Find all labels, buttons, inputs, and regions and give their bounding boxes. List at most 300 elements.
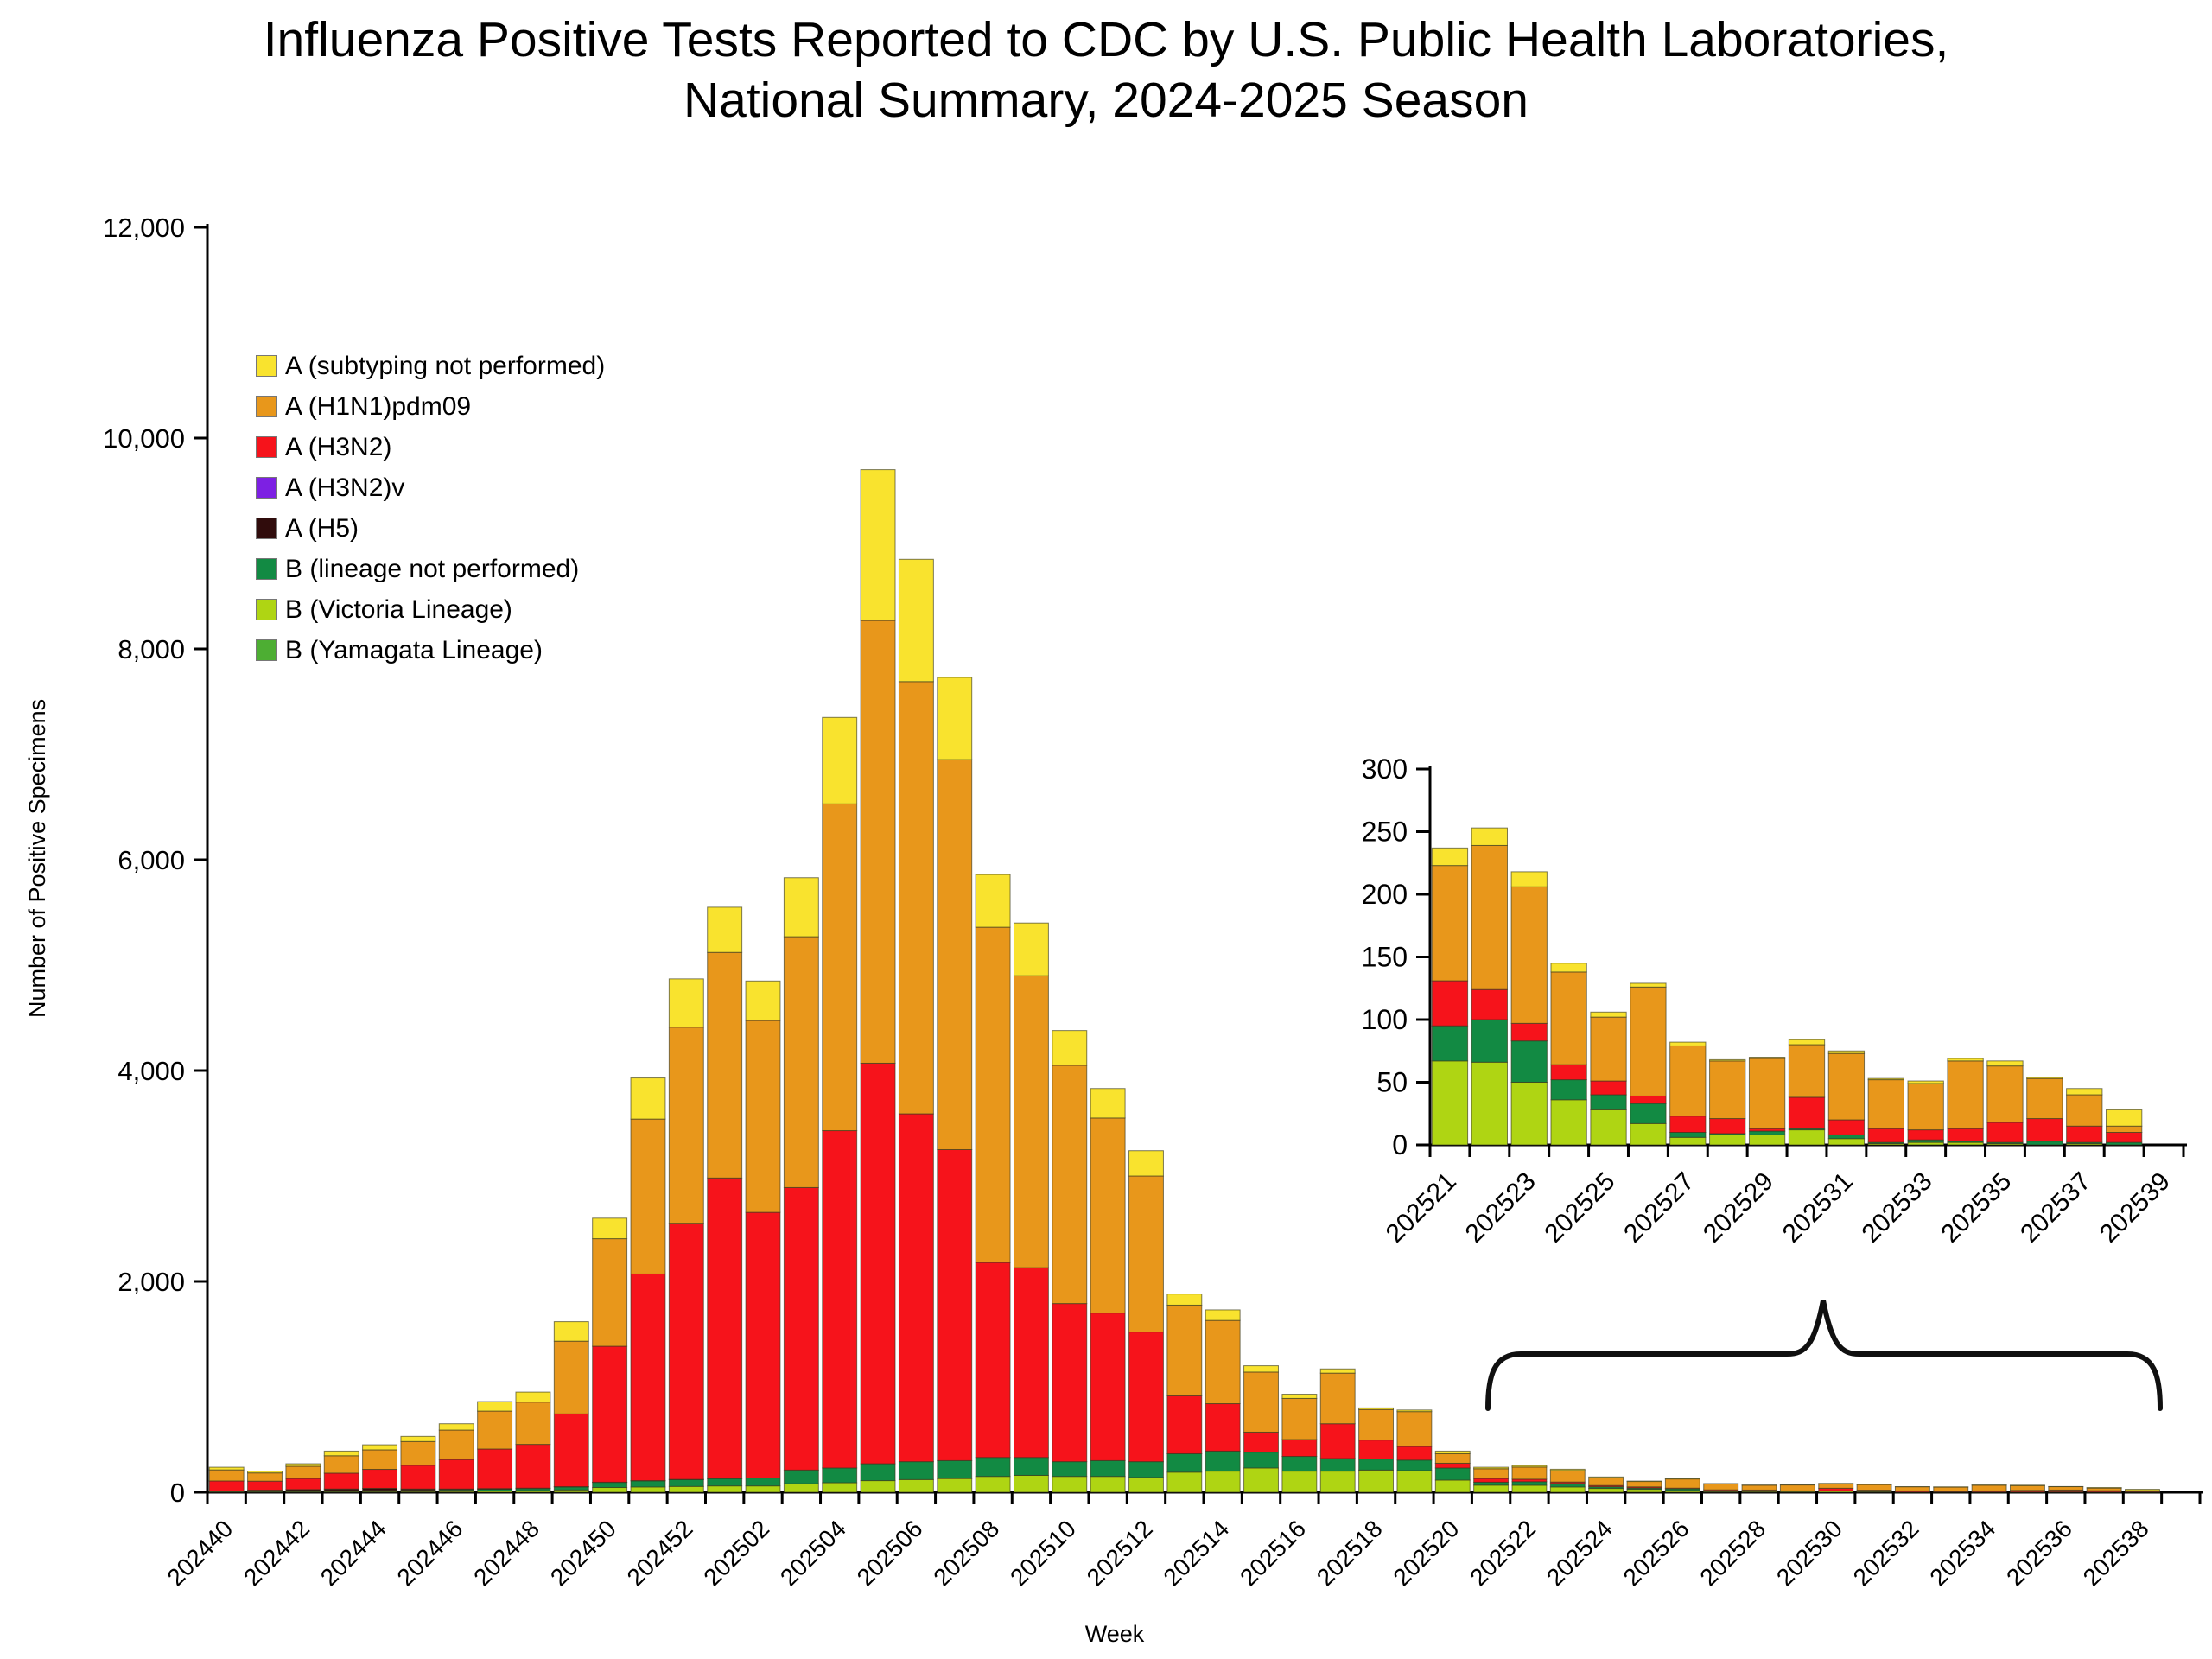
bar-segment (248, 1473, 283, 1482)
bar-segment (1589, 1489, 1624, 1492)
legend-item-a-h3n2 (256, 427, 605, 467)
bar-segment (823, 1483, 857, 1492)
bar-segment (1244, 1366, 1279, 1372)
x-tick-label: 202514 (1158, 1515, 1235, 1592)
bar-segment (1972, 1485, 2006, 1491)
bar-segment (938, 1150, 972, 1461)
bar-segment (1749, 1131, 1784, 1135)
bar-segment (1205, 1310, 1240, 1320)
bar-segment (1205, 1451, 1240, 1471)
bar-segment (286, 1478, 321, 1490)
x-tick-label: 202535 (1936, 1166, 2018, 1249)
bar-segment (1630, 983, 1666, 987)
bar-segment (1359, 1440, 1394, 1459)
bar-segment (1710, 1119, 1745, 1134)
bar-segment (1589, 1477, 1624, 1478)
bar-segment (1432, 981, 1467, 1026)
bar-segment (938, 1478, 972, 1492)
bar-segment (516, 1392, 550, 1402)
bar-segment (2107, 1133, 2142, 1143)
bar-segment (1670, 1133, 1706, 1138)
bar-segment (823, 1468, 857, 1483)
bar-segment (1828, 1135, 1864, 1138)
x-tick-label: 202523 (1459, 1166, 1541, 1249)
bar-segment (1090, 1313, 1125, 1461)
legend-item-a-h1n1 (256, 386, 605, 427)
bar-segment (1670, 1116, 1706, 1133)
bar-segment (554, 1487, 588, 1490)
bar-segment (1129, 1332, 1164, 1462)
bar-segment (2126, 1490, 2160, 1491)
bar-segment (248, 1471, 283, 1473)
bar-segment (1435, 1451, 1470, 1453)
bar-segment (324, 1456, 359, 1473)
bar-segment (1397, 1471, 1432, 1492)
bar-segment (1550, 1484, 1585, 1487)
x-tick-label: 202525 (1539, 1166, 1621, 1249)
bar-segment (1670, 1137, 1706, 1145)
bar-segment (2107, 1126, 2142, 1132)
bar-segment (1320, 1424, 1355, 1459)
bar-segment (1704, 1484, 1738, 1490)
bar-segment (823, 1131, 857, 1468)
bar-segment (938, 677, 972, 760)
bar-segment (708, 907, 742, 952)
chart-title-line2: National Summary, 2024-2025 Season (683, 73, 1529, 128)
bar-segment (2027, 1077, 2063, 1078)
bar-segment (1244, 1468, 1279, 1492)
bar-segment (1244, 1452, 1279, 1468)
bar-segment (1591, 1081, 1626, 1095)
bar-segment (669, 1479, 703, 1486)
x-tick-label: 202502 (698, 1515, 775, 1592)
bar-segment (669, 979, 703, 1027)
bar-segment (1435, 1463, 1470, 1467)
x-tick-label: 202539 (2094, 1166, 2177, 1249)
x-tick-label: 202531 (1777, 1166, 1859, 1249)
bar-segment (478, 1411, 512, 1449)
bar-segment (631, 1481, 665, 1487)
x-tick-label: 202536 (2001, 1515, 2078, 1592)
legend-color-swatch-icon (256, 477, 277, 499)
bar-segment (708, 952, 742, 1178)
bar-segment (209, 1470, 244, 1481)
y-axis-title: Number of Positive Specimens (24, 698, 50, 1018)
bar-segment (1665, 1479, 1700, 1489)
legend-color-swatch-icon (256, 599, 277, 620)
bar-segment (1828, 1139, 1864, 1145)
bar-segment (1474, 1482, 1509, 1484)
bar-segment (363, 1450, 397, 1470)
bar-segment (1895, 1487, 1929, 1491)
x-tick-label: 202512 (1081, 1515, 1158, 1592)
bar-segment (938, 1460, 972, 1478)
bar-segment (1474, 1469, 1509, 1478)
bar-segment (1780, 1485, 1815, 1491)
bar-segment (2067, 1126, 2102, 1142)
bar-segment (1550, 1487, 1585, 1492)
bar-segment (2087, 1488, 2121, 1489)
bar-segment (1244, 1432, 1279, 1452)
bar-segment (516, 1445, 550, 1489)
bar-segment (1432, 866, 1467, 981)
bar-segment (1828, 1120, 1864, 1135)
bar-segment (708, 1178, 742, 1478)
bar-segment (1630, 1096, 1666, 1103)
legend-label: A (H1N1)pdm09 (285, 391, 472, 421)
bar-segment (1167, 1395, 1202, 1453)
bar-segment (1789, 1045, 1824, 1097)
bar-segment (1789, 1130, 1824, 1145)
bar-segment (1551, 1065, 1586, 1079)
legend-label: A (H3N2)v (285, 473, 405, 502)
bar-segment (2027, 1141, 2063, 1145)
bar-segment (1742, 1485, 1777, 1491)
x-tick-label: 202446 (391, 1515, 468, 1592)
bar-segment (2010, 1485, 2044, 1490)
bar-segment (1167, 1453, 1202, 1471)
bar-segment (324, 1451, 359, 1455)
bar-segment (1591, 1095, 1626, 1109)
bar-segment (1828, 1051, 1864, 1053)
y-tick-label: 0 (1392, 1129, 1408, 1161)
bar-segment (1052, 1031, 1087, 1065)
bar-segment (1550, 1469, 1585, 1470)
y-tick-label: 8,000 (118, 633, 185, 664)
bar-segment (209, 1481, 244, 1491)
bar-segment (593, 1346, 627, 1482)
brace-annotation (1488, 1300, 2160, 1408)
bar-segment (823, 717, 857, 804)
legend-label: B (lineage not performed) (285, 554, 580, 583)
bar-segment (1397, 1446, 1432, 1460)
bar-segment (1090, 1118, 1125, 1313)
bar-segment (631, 1078, 665, 1120)
legend-item-a-subtyping (256, 346, 605, 386)
bar-segment (1129, 1478, 1164, 1492)
bar-segment (899, 1114, 933, 1462)
bar-segment (899, 1479, 933, 1492)
bar-segment (1551, 972, 1586, 1065)
bar-segment (1789, 1097, 1824, 1128)
bar-segment (784, 937, 818, 1187)
bar-segment (1397, 1460, 1432, 1471)
x-tick-label: 202450 (544, 1515, 621, 1592)
bar-segment (746, 1212, 780, 1478)
bar-segment (1511, 1023, 1547, 1040)
bar-segment (1550, 1471, 1585, 1482)
bar-segment (631, 1487, 665, 1492)
bar-segment (1282, 1471, 1317, 1492)
bar-segment (1471, 1062, 1507, 1145)
legend-color-swatch-icon (256, 436, 277, 458)
legend-label: A (H3N2) (285, 432, 392, 461)
bar-segment (1868, 1128, 1904, 1142)
bar-segment (899, 682, 933, 1114)
y-tick-label: 300 (1361, 753, 1408, 785)
x-tick-label: 202442 (238, 1515, 315, 1592)
x-tick-label: 202527 (1618, 1166, 1700, 1249)
bar-segment (1090, 1460, 1125, 1476)
bar-segment (1551, 1080, 1586, 1100)
bar-segment (554, 1322, 588, 1342)
bar-segment (976, 1477, 1010, 1492)
bar-segment (1129, 1176, 1164, 1332)
bar-segment (1948, 1058, 1983, 1061)
bar-segment (861, 1481, 895, 1492)
x-tick-label: 202521 (1380, 1166, 1462, 1249)
legend-color-swatch-icon (256, 355, 277, 377)
bar-segment (1789, 1039, 1824, 1045)
y-tick-label: 10,000 (103, 423, 185, 454)
bar-segment (2049, 1487, 2083, 1491)
x-tick-label: 202506 (851, 1515, 928, 1592)
bar-segment (1167, 1294, 1202, 1306)
bar-segment (1320, 1369, 1355, 1373)
bar-segment (1868, 1078, 1904, 1079)
bar-segment (1471, 845, 1507, 989)
legend-label: A (subtyping not performed) (285, 351, 606, 380)
x-tick-label: 202524 (1541, 1515, 1618, 1592)
bar-segment (1591, 1109, 1626, 1145)
bar-segment (401, 1441, 435, 1465)
x-tick-label: 202538 (2077, 1515, 2154, 1592)
bar-segment (1749, 1135, 1784, 1145)
bar-segment (861, 470, 895, 620)
bar-segment (1630, 987, 1666, 1096)
x-tick-label: 202530 (1770, 1515, 1847, 1592)
bar-segment (1749, 1058, 1784, 1128)
bar-segment (1512, 1465, 1547, 1467)
bar-segment (899, 559, 933, 682)
bar-segment (1474, 1467, 1509, 1469)
bar-segment (2107, 1109, 2142, 1126)
x-tick-label: 202520 (1388, 1515, 1465, 1592)
bar-segment (1589, 1478, 1624, 1485)
bar-segment (1868, 1080, 1904, 1129)
bar-segment (976, 1458, 1010, 1477)
bar-segment (2067, 1089, 2102, 1095)
bar-segment (631, 1119, 665, 1274)
bar-segment (1591, 1012, 1626, 1017)
bar-segment (1359, 1470, 1394, 1492)
bar-segment (1397, 1410, 1432, 1412)
bar-segment (1244, 1372, 1279, 1433)
bar-segment (1205, 1471, 1240, 1492)
bar-segment (439, 1430, 474, 1459)
bar-segment (1090, 1089, 1125, 1118)
bar-segment (1857, 1484, 1891, 1490)
bar-segment (1987, 1061, 2023, 1066)
bar-segment (1710, 1135, 1745, 1145)
bar-segment (2067, 1095, 2102, 1126)
bar-segment (1052, 1477, 1087, 1492)
bar-segment (784, 1484, 818, 1492)
bar-segment (1014, 1458, 1048, 1476)
y-tick-label: 50 (1376, 1066, 1408, 1098)
bar-segment (1908, 1084, 1943, 1130)
bar-segment (1551, 963, 1586, 972)
bar-segment (1282, 1398, 1317, 1440)
chart-title-line1: Influenza Positive Tests Reported to CDC by U.S. Public Health Laboratories, (263, 12, 1949, 67)
legend-item-b-yamagata (256, 630, 605, 671)
y-tick-label: 2,000 (118, 1266, 185, 1297)
bar-segment (209, 1467, 244, 1470)
x-tick-label: 202448 (468, 1515, 545, 1592)
x-tick-label: 202534 (1924, 1515, 2001, 1592)
bar-segment (439, 1424, 474, 1430)
x-tick-label: 202504 (774, 1515, 851, 1592)
bar-segment (1129, 1151, 1164, 1176)
bar-segment (1471, 1020, 1507, 1062)
bar-segment (1014, 1475, 1048, 1492)
bar-segment (1359, 1409, 1394, 1440)
bar-segment (1320, 1459, 1355, 1471)
bar-segment (1090, 1477, 1125, 1492)
bar-segment (1282, 1395, 1317, 1399)
bar-segment (976, 874, 1010, 927)
bar-segment (1670, 1042, 1706, 1046)
legend-item-a-h3n2v (256, 467, 605, 508)
bar-segment (861, 620, 895, 1063)
bar-segment (1908, 1130, 1943, 1141)
y-tick-label: 0 (169, 1477, 185, 1508)
x-tick-label: 202508 (928, 1515, 1005, 1592)
bar-segment (1474, 1478, 1509, 1482)
bar-segment (324, 1473, 359, 1489)
y-tick-label: 200 (1361, 879, 1408, 911)
x-tick-label: 202516 (1235, 1515, 1312, 1592)
x-tick-label: 202518 (1311, 1515, 1388, 1592)
legend-color-swatch-icon (256, 558, 277, 580)
bar-segment (1435, 1453, 1470, 1463)
bar-segment (1987, 1066, 2023, 1122)
legend-label: B (Yamagata Lineage) (285, 635, 543, 664)
legend-item-b-victoria (256, 589, 605, 630)
x-tick-label: 202533 (1856, 1166, 1938, 1249)
x-tick-label: 202444 (315, 1515, 391, 1592)
bar-segment (516, 1402, 550, 1445)
bar-segment (746, 1486, 780, 1492)
bar-segment (593, 1218, 627, 1239)
bar-segment (478, 1449, 512, 1489)
bar-segment (1474, 1485, 1509, 1492)
bar-segment (1471, 828, 1507, 845)
bar-segment (439, 1459, 474, 1489)
legend-label: A (H5) (285, 513, 359, 543)
bar-segment (938, 760, 972, 1149)
y-tick-label: 12,000 (103, 212, 185, 243)
bar-segment (1819, 1484, 1853, 1488)
bar-segment (861, 1063, 895, 1464)
bar-segment (1948, 1061, 1983, 1128)
bar-segment (1710, 1061, 1745, 1119)
bar-segment (1432, 848, 1467, 865)
bar-segment (1435, 1468, 1470, 1480)
bar-segment (1511, 1041, 1547, 1083)
bar-segment (554, 1341, 588, 1414)
bar-segment (1627, 1490, 1662, 1492)
bar-segment (823, 804, 857, 1130)
y-tick-label: 6,000 (118, 844, 185, 875)
bar-segment (363, 1445, 397, 1450)
bar-segment (746, 981, 780, 1020)
bar-segment (899, 1462, 933, 1480)
bar-segment (976, 1262, 1010, 1458)
bar-segment (363, 1470, 397, 1489)
bar-segment (1359, 1408, 1394, 1409)
bar-segment (669, 1027, 703, 1224)
bar-segment (1205, 1320, 1240, 1403)
x-tick-label: 202537 (2015, 1166, 2097, 1249)
bar-segment (1511, 1083, 1547, 1146)
bar-segment (1014, 976, 1048, 1268)
bar-segment (1320, 1373, 1355, 1424)
bar-segment (784, 878, 818, 937)
x-axis-title: Week (1084, 1621, 1145, 1647)
x-tick-label: 202528 (1694, 1515, 1771, 1592)
bar-segment (976, 927, 1010, 1262)
bar-segment (669, 1486, 703, 1492)
bar-segment (708, 1486, 742, 1492)
bar-segment (1359, 1459, 1394, 1471)
bar-segment (2027, 1119, 2063, 1141)
y-tick-label: 100 (1361, 1004, 1408, 1036)
bar-segment (1591, 1017, 1626, 1081)
bar-segment (784, 1187, 818, 1470)
bar-segment (1710, 1059, 1745, 1060)
bar-segment (1014, 923, 1048, 976)
bar-segment (1630, 1123, 1666, 1145)
bar-segment (1948, 1128, 1983, 1141)
bar-segment (1511, 872, 1547, 887)
bar-segment (1828, 1053, 1864, 1120)
bar-segment (1987, 1122, 2023, 1142)
bar-segment (1282, 1457, 1317, 1471)
bar-segment (861, 1464, 895, 1481)
bar-segment (286, 1464, 321, 1466)
bar-segment (1052, 1462, 1087, 1477)
x-tick-label: 202532 (1847, 1515, 1924, 1592)
bar-segment (593, 1483, 627, 1488)
bar-segment (1908, 1081, 1943, 1084)
bar-segment (286, 1466, 321, 1478)
legend-color-swatch-icon (256, 639, 277, 661)
bar-segment (401, 1465, 435, 1489)
y-tick-label: 4,000 (118, 1055, 185, 1086)
bar-segment (478, 1402, 512, 1411)
x-tick-label: 202526 (1618, 1515, 1694, 1592)
bar-segment (401, 1436, 435, 1441)
bar-segment (1320, 1471, 1355, 1492)
y-tick-label: 250 (1361, 816, 1408, 848)
bar-segment (1014, 1268, 1048, 1458)
bar-segment (1129, 1462, 1164, 1478)
bar-segment (1432, 1061, 1467, 1145)
bar-segment (1397, 1412, 1432, 1446)
bar-segment (593, 1488, 627, 1492)
y-tick-label: 150 (1361, 941, 1408, 973)
bar-segment (1052, 1304, 1087, 1462)
bar-segment (1167, 1472, 1202, 1492)
legend-item-a-h5 (256, 508, 605, 549)
legend-label: B (Victoria Lineage) (285, 594, 512, 624)
bar-segment (631, 1274, 665, 1480)
bar-segment (1512, 1485, 1547, 1492)
bar-segment (593, 1239, 627, 1346)
legend (256, 346, 605, 671)
bar-segment (2027, 1078, 2063, 1118)
